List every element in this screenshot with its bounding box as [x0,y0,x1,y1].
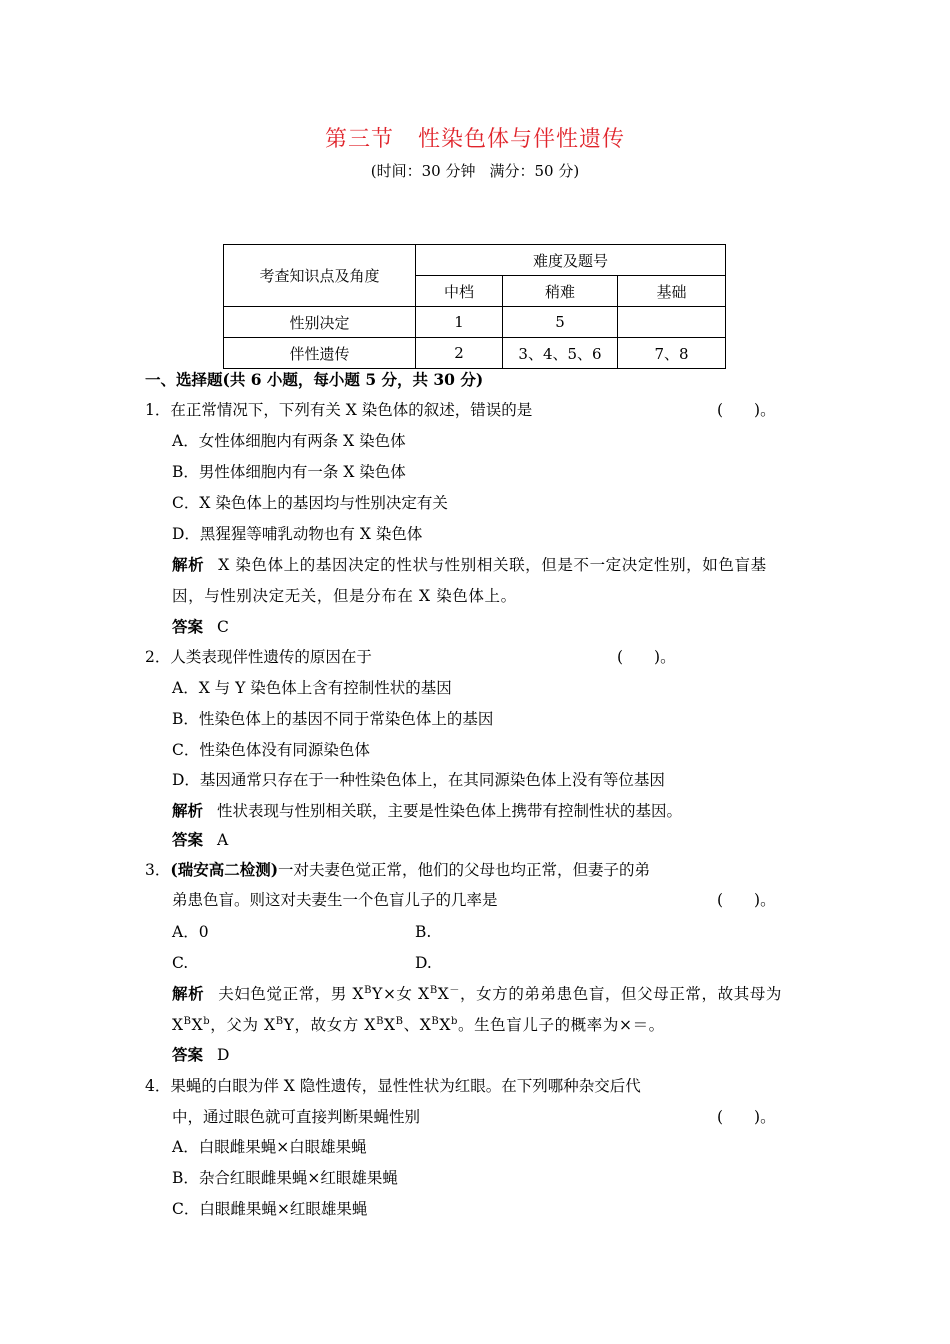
question-4-stem: 4．果蝇的白眼为伴 X 隐性遗传，显性性状为红眼。在下列哪种杂交后代 [145,1077,641,1095]
option: C. [172,954,189,972]
answer [172,829,228,851]
option: B．杂合红眼雌果蝇×红眼雄果蝇 [172,1169,398,1187]
analysis-text: X [437,985,450,1003]
answer-label: 答案 [172,1045,204,1064]
option: A．0 [172,923,209,941]
superscript: b [450,1016,458,1027]
analysis-continued: 因，与性别决定无关，但是分布在 X 染色体上。 [172,587,517,605]
question-4-stem-continued: 中，通过眼色就可直接判断果蝇性别 [172,1108,421,1126]
analysis-continued [172,1014,665,1036]
analysis-label: 解析 [172,555,205,574]
superscript: B [376,1016,385,1027]
table-header-level: 稍难 [503,276,618,307]
analysis-text: Y，故女方 X [283,1016,377,1034]
table-cell: 性别决定 [224,307,416,338]
option: A．女性体细胞内有两条 X 染色体 [172,432,406,450]
superscript: b [203,1016,211,1027]
answer-blank: ( )。 [717,1108,776,1126]
analysis-label: 解析 [172,984,205,1003]
analysis-text: ，女方的弟弟患色盲，但父母正常，故其母为 [460,985,783,1003]
title-text: 性染色体与伴性遗传 [418,127,626,152]
title-section-number: 第三节 [324,127,394,152]
analysis-text: Y×女 X [372,985,430,1003]
superscript: B [431,1016,440,1027]
superscript: B [275,1016,284,1027]
analysis-text: 夫妇色觉正常，男 X [218,985,365,1003]
answer-blank: ( )。 [617,648,676,666]
page-title [0,122,950,153]
knowledge-table [223,244,726,369]
analysis-text: X [172,1016,184,1034]
table-cell: 伴性遗传 [224,338,416,369]
table-cell [618,307,726,338]
exam-info [0,160,950,181]
answer-value: D [217,1046,230,1064]
section-heading [145,369,483,391]
analysis-text: 。生色盲儿子的概率为×＝。 [457,1016,665,1034]
option: D．黑猩猩等哺乳动物也有 X 染色体 [172,525,423,543]
option: B. [415,923,432,941]
question-number: 3． [145,861,171,879]
option: C．白眼雌果蝇×红眼雄果蝇 [172,1200,368,1218]
answer-label: 答案 [172,617,204,636]
answer [172,1044,229,1066]
analysis [172,554,767,576]
option: A．X 与 Y 染色体上含有控制性状的基因 [172,679,452,697]
superscript: B [183,1016,192,1027]
option: C．X 染色体上的基因均与性别决定有关 [172,494,448,512]
superscript: － [449,985,461,996]
option: D. [415,954,432,972]
table-header-level: 基础 [618,276,726,307]
analysis-text: X [439,1016,451,1034]
section-title: 一、选择题 [145,370,223,389]
question-1-stem: 1．在正常情况下，下列有关 X 染色体的叙述，错误的是 [145,401,533,419]
option: D．基因通常只存在于一种性染色体上，在其同源染色体上没有等位基因 [172,771,665,789]
superscript: B [429,985,438,996]
table-row [224,338,726,369]
table-cell: 2 [416,338,503,369]
option: B．性染色体上的基因不同于常染色体上的基因 [172,710,494,728]
table-header-knowledge: 考查知识点及角度 [224,245,416,307]
question-2-stem: 2．人类表现伴性遗传的原因在于 [145,648,372,666]
question-text: 一对夫妻色觉正常，他们的父母也均正常，但妻子的弟 [278,861,651,879]
answer-blank: ( )。 [717,891,776,909]
time-limit: (时间：30 分钟 [370,162,476,180]
analysis-text: 、X [403,1016,432,1034]
answer [172,616,229,638]
analysis-text: X 染色体上的基因决定的性状与性别相关联，但是不一定决定性别，如色盲基 [218,556,767,574]
analysis-label: 解析 [172,801,204,820]
superscript: B [395,1016,404,1027]
table-cell: 5 [503,307,618,338]
option: B．男性体细胞内有一条 X 染色体 [172,463,406,481]
table-cell: 3、4、5、6 [503,338,618,369]
table-row [224,307,726,338]
full-score: 满分：50 分) [489,162,580,180]
superscript: B [364,985,373,996]
answer-label: 答案 [172,830,204,849]
answer-value: C [217,618,229,636]
analysis-text: 性状表现与性别相关联，主要是性染色体上携带有控制性状的基因。 [217,802,683,820]
analysis-text: ，父为 X [210,1016,276,1034]
question-3-stem [145,859,650,881]
answer-value: A [217,831,229,849]
analysis-text: X [384,1016,396,1034]
table-cell: 1 [416,307,503,338]
option: A．白眼雌果蝇×白眼雄果蝇 [172,1138,367,1156]
table-cell: 7、8 [618,338,726,369]
answer-blank: ( )。 [717,401,776,419]
analysis [172,983,782,1005]
table-header-difficulty: 难度及题号 [416,245,726,276]
table-header-level: 中档 [416,276,503,307]
analysis [172,800,682,822]
question-source: (瑞安高二检测) [170,860,279,879]
option: C．性染色体没有同源染色体 [172,741,370,759]
section-note: (共 6 小题，每小题 5 分，共 30 分) [222,370,484,389]
analysis-text: X [191,1016,204,1034]
question-3-stem-continued: 弟患色盲。则这对夫妻生一个色盲儿子的几率是 [172,891,498,909]
